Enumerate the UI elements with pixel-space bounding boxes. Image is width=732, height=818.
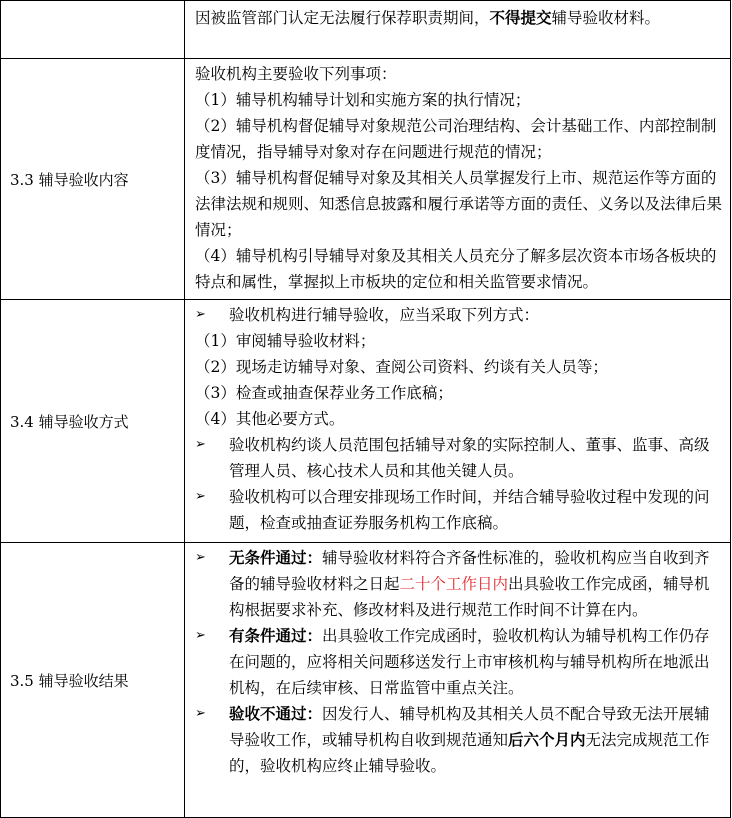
table-row bbox=[1, 300, 731, 543]
bullet-text: 验收机构约谈人员范围包括辅导对象的实际控制人、董事、监事、高级管理人员、核心技术人员和其他关键人员。 bbox=[229, 436, 710, 480]
highlight-text: 二十个工作日内 bbox=[399, 575, 509, 593]
list-item: （1）审阅辅导验收材料； bbox=[195, 332, 376, 350]
list-item: （1）辅导机构辅导计划和实施方案的执行情况； bbox=[195, 91, 531, 109]
arrow-bullet-icon: ➢ bbox=[195, 489, 206, 504]
row-label: 3.3 辅导验收内容 bbox=[1, 59, 185, 300]
arrow-bullet-icon: ➢ bbox=[195, 307, 206, 322]
table-row bbox=[1, 59, 731, 300]
bold-text: 无条件通过： bbox=[229, 548, 323, 567]
bold-text: 不得提交 bbox=[489, 8, 552, 27]
arrow-bullet-icon: ➢ bbox=[195, 437, 206, 452]
bold-text: 验收不通过： bbox=[229, 704, 323, 723]
row-label: 3.5 辅导验收结果 bbox=[1, 543, 185, 818]
arrow-bullet-icon: ➢ bbox=[195, 706, 206, 721]
list-item: （2）辅导机构督促辅导对象规范公司治理结构、会计基础工作、内部控制制度情况，指导辅导对象对存在问题进行规范的情况； bbox=[195, 117, 717, 161]
row-content bbox=[185, 1, 731, 59]
row-content bbox=[185, 300, 731, 543]
text: 辅导验收材料符合齐备性标准的，验收机构应当自收到齐备的辅导验收材料之日起 bbox=[229, 549, 710, 593]
text: 因发行人、辅导机构及其相关人员不配合导致无法开展辅导验收工作，或辅导机构自收到规范通知 bbox=[229, 705, 710, 749]
text: 出具验收工作完成函，辅导机构根据要求补充、修改材料及进行规范工作时间不计算在内。 bbox=[229, 575, 710, 619]
list-item: （4）其他必要方式。 bbox=[195, 410, 345, 428]
text: 无法完成规范工作的，验收机构应终止辅导验收。 bbox=[229, 731, 710, 775]
intro-text bbox=[195, 9, 660, 27]
list-item: （2）现场走访辅导对象、查阅公司资料、约谈有关人员等； bbox=[195, 358, 608, 376]
bullet-item bbox=[195, 545, 722, 623]
bullet-text bbox=[229, 545, 722, 623]
bold-text: 有条件通过： bbox=[229, 626, 323, 645]
list-item: （3）辅导机构督促辅导对象及其相关人员掌握发行上市、规范运作等方面的法律法规和规则、知悉信息披露和履行承诺等方面的责任、义务以及法律后果情况； bbox=[195, 169, 723, 239]
row-label: 3.4 辅导验收方式 bbox=[1, 300, 185, 543]
text: 出具验收工作完成函时，验收机构认为辅导机构工作仍存在问题的，应将相关问题移送发行上市审核机构与辅导机构所在地派出机构，在后续审核、日常监管中重点关注。 bbox=[229, 627, 710, 697]
list-item: （3）检查或抽查保荐业务工作底稿； bbox=[195, 384, 453, 402]
text: 辅导验收材料。 bbox=[551, 9, 661, 27]
row-content bbox=[185, 543, 731, 818]
row-label-empty bbox=[1, 1, 185, 59]
arrow-bullet-icon: ➢ bbox=[195, 550, 206, 565]
list-item: （4）辅导机构引导辅导对象及其相关人员充分了解多层次资本市场各板块的特点和属性，掌握拟上市板块的定位和相关监管要求情况。 bbox=[195, 247, 717, 291]
arrow-bullet-icon: ➢ bbox=[195, 628, 206, 643]
bullet-text bbox=[229, 701, 722, 779]
lead-text: 验收机构主要验收下列事项： bbox=[195, 65, 397, 83]
row-content bbox=[185, 59, 731, 300]
bullet-text: 验收机构可以合理安排现场工作时间，并结合辅导验收过程中发现的问题，检查或抽查证券服务机构工作底稿。 bbox=[229, 488, 710, 532]
bullet-item bbox=[195, 432, 722, 484]
bullet-item bbox=[195, 623, 722, 701]
bullet-item bbox=[195, 484, 722, 536]
table-row bbox=[1, 1, 731, 59]
text: 因被监管部门认定无法履行保荐职责期间， bbox=[195, 9, 490, 27]
bullet-text bbox=[229, 623, 722, 701]
bold-text: 后六个月内 bbox=[508, 730, 586, 749]
table-row bbox=[1, 543, 731, 818]
bullet-item bbox=[195, 302, 722, 328]
bullet-item bbox=[195, 701, 722, 779]
bullet-text: 验收机构进行辅导验收，应当采取下列方式： bbox=[229, 306, 540, 324]
